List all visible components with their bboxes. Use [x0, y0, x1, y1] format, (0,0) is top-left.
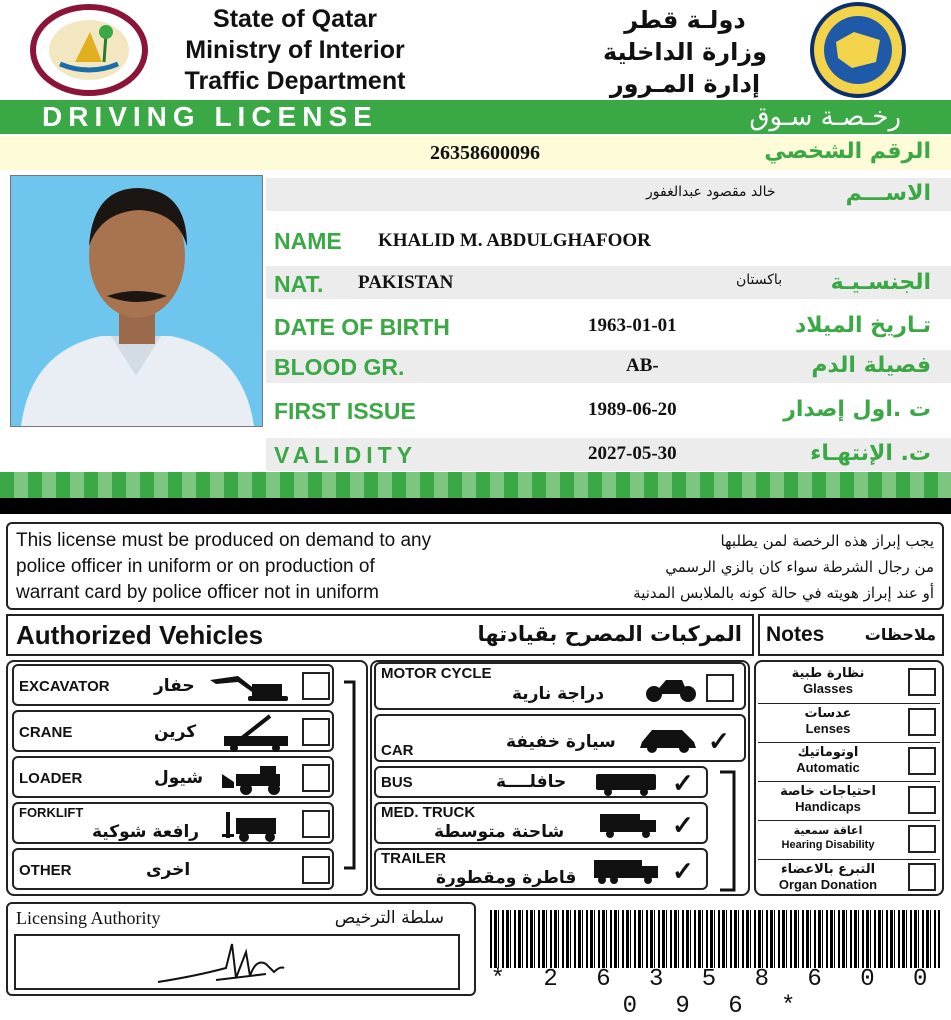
vehicle-label-ar: كرين [154, 722, 197, 742]
checkbox-crane [302, 718, 330, 746]
notice-en-line: warrant card by police officer not in uniform [16, 582, 379, 603]
vehicle-crane [12, 710, 334, 752]
vehicle-label-ar: دراجة نارية [512, 684, 605, 704]
trailer-icon [592, 858, 662, 886]
notes-title-en: Notes [766, 623, 825, 646]
barcode-number: * 2 6 3 5 8 6 0 0 0 9 6 * [490, 966, 940, 1020]
vehicle-label: EXCAVATOR [19, 678, 110, 695]
checkbox-glasses [908, 668, 936, 696]
row-blood [266, 350, 951, 383]
barcode [490, 910, 940, 968]
vehicle-loader [12, 756, 334, 798]
vehicle-label-ar: اخرى [146, 860, 191, 880]
signature-box [14, 934, 460, 990]
bracket-left [340, 680, 360, 870]
vehicle-excavator [12, 664, 334, 706]
note-label-ar: احتياجات خاصة [780, 784, 876, 799]
row-first-issue [266, 394, 951, 427]
nat-value: PAKISTAN [358, 272, 454, 293]
validity-label: VALIDITY [274, 442, 418, 468]
name-label-ar: الاســـم [845, 181, 931, 206]
nat-value-ar: باكستان [736, 272, 783, 288]
note-label: Glasses [803, 681, 853, 696]
note-handicaps [758, 781, 940, 818]
vehicle-label: CRANE [19, 724, 73, 741]
decorative-strip [0, 472, 951, 498]
vehicle-label: BUS [381, 774, 413, 791]
checkbox-organ-donation [908, 863, 936, 891]
car-icon [638, 726, 700, 754]
notice-arabic [554, 528, 934, 606]
note-label-ar: اعاقة سمعية [793, 824, 863, 837]
vehicles-title-en: Authorized Vehicles [16, 620, 264, 650]
vehicle-label: MED. TRUCK [381, 804, 476, 821]
authority-label: Licensing Authority [16, 908, 161, 928]
note-label-ar: عدسات [804, 706, 852, 721]
qatar-emblem [30, 4, 148, 96]
vehicle-label: CAR [381, 742, 414, 759]
row-name-ar [266, 178, 951, 211]
id-label-ar: الرقم الشخصي [764, 139, 931, 164]
notes-column [754, 660, 944, 896]
name-value: KHALID M. ABDULGHAFOOR [378, 230, 651, 251]
blood-label: BLOOD GR. [274, 354, 405, 380]
row-nationality [266, 266, 951, 299]
title-bar [0, 100, 951, 134]
notice-box [6, 522, 944, 610]
note-glasses [758, 664, 940, 700]
authority-label-ar: سلطة الترخيص [334, 908, 444, 928]
notice-en-line: This license must be produced on demand to any [16, 530, 432, 551]
check-mark-icon: ✓ [672, 768, 694, 798]
note-hearing [758, 820, 940, 857]
title-english: DRIVING LICENSE [42, 101, 378, 132]
crane-truck-icon [222, 714, 292, 752]
bracket-right [714, 770, 742, 892]
checkbox-handicaps [908, 786, 936, 814]
vehicle-motorcycle [374, 662, 746, 710]
authority-box [6, 902, 476, 996]
notice-english [16, 528, 556, 606]
vehicle-label: MOTOR CYCLE [381, 665, 492, 682]
id-number: 26358600096 [430, 142, 540, 164]
forklift-icon [222, 810, 292, 842]
first-issue-label-ar: ت .اول إصدار [783, 397, 931, 422]
vehicle-label-ar: حافلــــة [496, 772, 567, 792]
vehicle-trailer [374, 848, 708, 890]
header-ministry: Ministry of Interior [185, 36, 405, 64]
checkbox-excavator [302, 672, 330, 700]
dob-label-ar: تـاريخ الميلاد [794, 313, 931, 338]
vehicles-title-ar: المركبات المصرح بقيادتها [477, 622, 742, 646]
vehicle-forklift [12, 802, 334, 844]
validity-value: 2027-05-30 [588, 443, 677, 464]
vehicle-label-ar: رافعة شوكية [92, 822, 200, 842]
vehicle-label: FORKLIFT [19, 805, 84, 820]
note-label: Handicaps [795, 799, 861, 814]
vehicle-label: TRAILER [381, 850, 446, 867]
motorcycle-icon [644, 672, 698, 704]
title-arabic: رخـصـة سـوق [749, 102, 901, 132]
header-department: Traffic Department [184, 67, 406, 95]
row-validity [266, 438, 951, 471]
note-label-ar: التبرع بالاعضاء [780, 862, 876, 877]
holder-photo [10, 175, 263, 427]
note-label: Automatic [796, 760, 860, 775]
id-row [0, 136, 951, 170]
checkbox-loader [302, 764, 330, 792]
vehicle-label-ar: قاطرة ومقطورة [436, 868, 577, 888]
name-label: NAME [274, 228, 342, 254]
vehicle-label-ar: حفار [154, 676, 195, 696]
card-divider [0, 498, 951, 514]
checkbox-car [706, 726, 734, 754]
check-mark-icon: ✓ [672, 856, 694, 886]
notice-ar-line: من رجال الشرطة سواء كان بالزي الرسمي [665, 558, 934, 576]
note-automatic [758, 742, 940, 779]
notes-title-ar: ملاحظات [864, 625, 936, 644]
checkbox-hearing [908, 825, 936, 853]
note-label: Lenses [805, 721, 851, 736]
row-dob [266, 310, 951, 343]
validity-label-ar: ت. الإنتهـاء [810, 441, 931, 466]
vehicle-label-ar: سيارة خفيفة [506, 732, 616, 752]
checkbox-lenses [908, 708, 936, 736]
header-state-ar: دولـة قطر [624, 6, 746, 34]
notice-ar-line: يجب إبراز هذه الرخصة لمن يطلبها [720, 532, 934, 550]
header-ministry-ar: وزارة الداخلية [602, 38, 768, 66]
blood-value: AB- [626, 355, 659, 376]
checkbox-other [302, 856, 330, 884]
truck-icon [598, 812, 660, 840]
vehicle-car [374, 714, 746, 762]
vehicle-label: LOADER [19, 770, 83, 787]
note-label-ar: نظارة طبية [791, 666, 865, 681]
dob-label: DATE OF BIRTH [274, 314, 450, 340]
row-name [266, 224, 951, 257]
header-department-ar: إدارة المـرور [609, 70, 761, 98]
first-issue-label: FIRST ISSUE [274, 398, 416, 424]
notice-ar-line: أو عند إبراز هويته في حالة كونه بالملابس المدنية [633, 584, 934, 602]
blood-label-ar: فصيلة الدم [811, 353, 931, 378]
check-mark-icon: ✓ [672, 810, 694, 840]
gcc-emblem [798, 2, 918, 98]
name-value-ar: خالد مقصود عبدالغفور [646, 184, 776, 200]
nat-label-ar: الجنسـيـة [830, 270, 931, 295]
notes-title-box [758, 614, 944, 656]
note-label: Organ Donation [778, 877, 878, 892]
note-organ-donation [758, 859, 940, 894]
loader-icon [220, 764, 292, 796]
checkbox-automatic [908, 747, 936, 775]
first-issue-value: 1989-06-20 [588, 399, 677, 420]
dob-value: 1963-01-01 [588, 315, 677, 336]
note-label: Hearing Disability [781, 839, 875, 851]
note-label-ar: اوتوماتيك [797, 745, 859, 760]
signature [156, 938, 286, 988]
checkbox-forklift [302, 810, 330, 838]
vehicle-med-truck [374, 802, 708, 844]
vehicles-title-box [6, 614, 754, 656]
header-state: State of Qatar [213, 5, 377, 33]
nat-label: NAT. [274, 271, 324, 297]
note-lenses [758, 703, 940, 740]
checkbox-motorcycle [706, 674, 734, 702]
vehicle-label-ar: شيول [154, 768, 204, 788]
notice-en-line: police officer in uniform or on production of [16, 556, 375, 577]
vehicle-other [12, 848, 334, 890]
vehicle-label-ar: شاحنة متوسطة [434, 822, 565, 842]
bus-icon [594, 772, 660, 796]
header-arabic [590, 4, 780, 100]
check-mark-icon: ✓ [708, 726, 730, 756]
vehicle-bus [374, 766, 708, 798]
header-english [150, 4, 440, 97]
excavator-icon [208, 674, 292, 702]
vehicle-label: OTHER [19, 862, 72, 879]
